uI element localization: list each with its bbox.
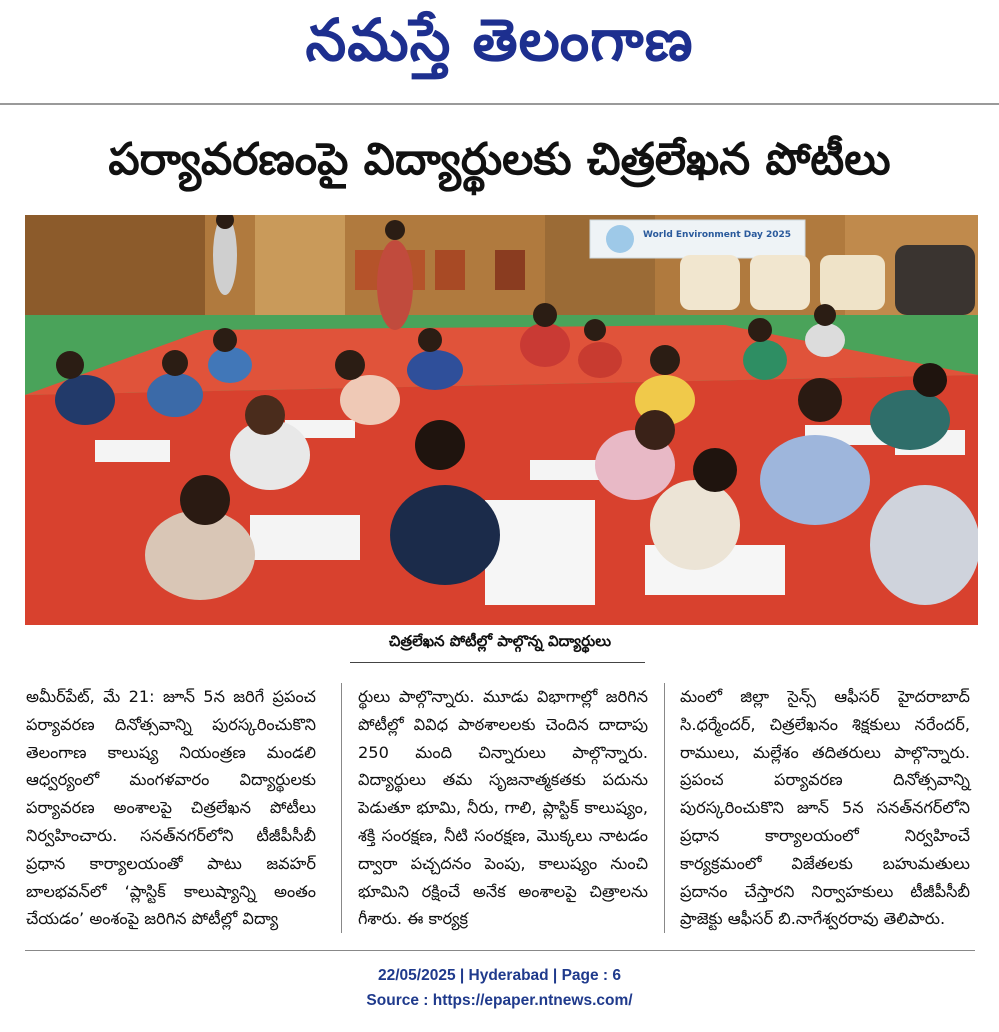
masthead-divider <box>0 103 999 105</box>
column-divider <box>664 683 665 933</box>
footer-date-line: 22/05/2025 | Hyderabad | Page : 6 <box>377 967 622 984</box>
article-photo <box>25 215 978 625</box>
footer-divider <box>25 950 975 951</box>
article-headline: పర్యావరణంపై విద్యార్థులకు చిత్రలేఖన పోటీలు <box>108 134 891 185</box>
banner-text: World Environment Day 2025 <box>643 230 792 240</box>
article-column-3: మంలో జిల్లా సైన్స్ ఆఫీసర్ హైదరాబాద్ సి.ధర్మేందర్, చిత్రలేఖనం శిక్షకులు నరేందర్, రాములు, మల్లేశం తదితరులు పాల్గొన్నారు. ప్రపంచ పర్యావరణ దినోత్సవాన్ని పురస్కరించుకొని జూన్ 5న సనత్‌నగర్‌లోని ప్రధాన కార్యాలయంలో నిర్వహించే కార్యక్రమంలో విజేతలకు బహుమతులు ప్రదానం చేస్తారని నిర్వాహకులు టీజీపీసీబీ ప్రాజెక్టు ఆఫీసర్ బి.నాగేశ్వరరావు తెలిపారు. <box>680 687 970 929</box>
caption-underline <box>350 662 645 663</box>
newspaper-logo: నమస్తే తెలంగాణ <box>305 6 694 74</box>
column-divider <box>341 683 342 933</box>
article-column-1: అమీర్‌పేట్, మే 21: జూన్ 5న జరిగే ప్రపంచ పర్యావరణ దినోత్సవాన్ని పురస్కరించుకొని తెలంగాణ కాలుష్య నియంత్రణ మండలి ఆధ్వర్యంలో మంగళవారం విద్యార్థులకు పర్యావరణ అంశాలపై చిత్రలేఖన పోటీలు నిర్వహించారు. సనత్‌నగర్‌లోని టీజీపీసీబీ ప్రధాన కార్యాలయంతో పాటు జవహర్ బాలభవన్‌లో ‘ప్లాస్టిక్ కాలుష్యాన్ని అంతం చేయడం’ అంశంపై జరిగిన పోటీల్లో విద్యా <box>26 687 316 929</box>
footer-source-link[interactable]: Source : https://epaper.ntnews.com/ <box>366 992 633 1009</box>
article-column-2: ర్థులు పాల్గొన్నారు. మూడు విభాగాల్లో జరిగిన పోటీల్లో వివిధ పాఠశాలలకు చెందిన దాదాపు 250 మంది చిన్నారులు పాల్గొన్నారు. విద్యార్థులు తమ సృజనాత్మకతకు పదును పెడుతూ భూమి, నీరు, గాలి, ప్లాస్టిక్ కాలుష్యం, శక్తి సంరక్షణ, నీటి సంరక్షణ, మొక్కలు నాటడం ద్వారా పచ్చదనం పెంపు, కాలుష్యం నుంచి భూమిని రక్షించే అనేక అంశాలపై చిత్రాలను గీశారు. ఈ కార్యక్ర <box>358 687 648 929</box>
masthead <box>0 0 999 104</box>
photo-caption: చిత్రలేఖన పోటీల్లో పాల్గొన్న విద్యార్థులు <box>388 632 612 650</box>
